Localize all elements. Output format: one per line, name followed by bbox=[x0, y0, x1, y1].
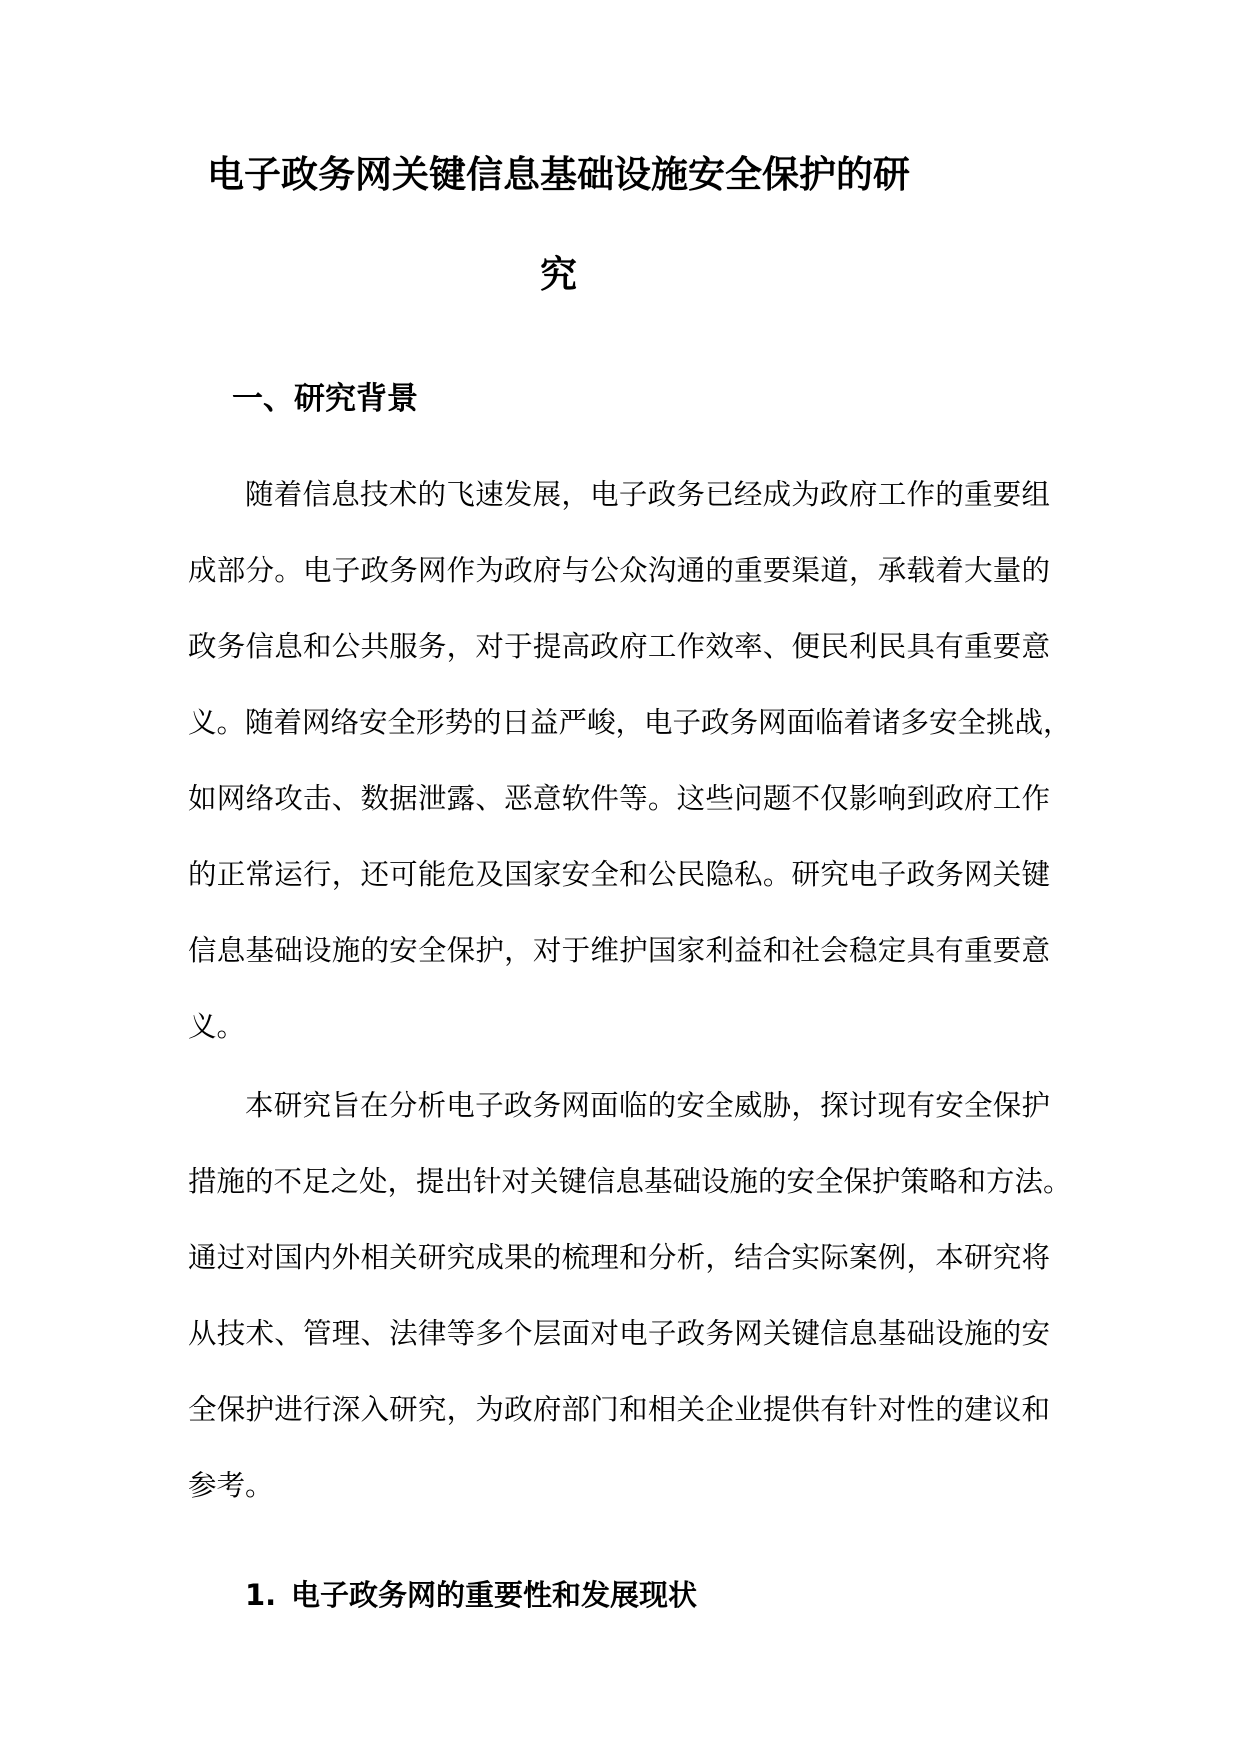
paragraph-line: 信息基础设施的安全保护，对于维护国家利益和社会稳定具有重要意 bbox=[188, 934, 1050, 967]
paragraph-line: 本研究旨在分析电子政务网面临的安全威胁，探讨现有安全保护 bbox=[245, 1089, 1050, 1122]
subsection-title: 电子政务网的重要性和发展现状 bbox=[291, 1578, 698, 1612]
paragraph-objective bbox=[188, 1068, 1072, 1524]
paragraph-line: 从技术、管理、法律等多个层面对电子政务网关键信息基础设施的安 bbox=[188, 1317, 1050, 1350]
paragraph-line: 措施的不足之处，提出针对关键信息基础设施的安全保护策略和方法。 bbox=[188, 1165, 1072, 1198]
document-title-line-1: 电子政务网关键信息基础设施安全保护的研 bbox=[207, 153, 910, 196]
section-heading: 一、研究背景 bbox=[232, 381, 418, 417]
paragraph-line: 全保护进行深入研究，为政府部门和相关企业提供有针对性的建议和 bbox=[188, 1393, 1050, 1426]
subsection-number: 1. bbox=[245, 1578, 277, 1612]
paragraph-line: 参考。 bbox=[188, 1469, 274, 1502]
paragraph-line: 义。随着网络安全形势的日益严峻，电子政务网面临着诸多安全挑战， bbox=[188, 706, 1072, 739]
document-title-line-2: 究 bbox=[540, 253, 577, 296]
subsection-heading bbox=[245, 1573, 697, 1617]
paragraph-line: 政务信息和公共服务，对于提高政府工作效率、便民利民具有重要意 bbox=[188, 630, 1050, 663]
paragraph-line: 通过对国内外相关研究成果的梳理和分析，结合实际案例，本研究将 bbox=[188, 1241, 1050, 1274]
paragraph-line: 成部分。电子政务网作为政府与公众沟通的重要渠道，承载着大量的 bbox=[188, 554, 1050, 587]
paragraph-background bbox=[188, 457, 1072, 1065]
paragraph-line: 随着信息技术的飞速发展，电子政务已经成为政府工作的重要组 bbox=[245, 478, 1050, 511]
paragraph-line: 如网络攻击、数据泄露、恶意软件等。这些问题不仅影响到政府工作 bbox=[188, 782, 1050, 815]
paragraph-line: 义。 bbox=[188, 1010, 246, 1043]
paragraph-line: 的正常运行，还可能危及国家安全和公民隐私。研究电子政务网关键 bbox=[188, 858, 1050, 891]
